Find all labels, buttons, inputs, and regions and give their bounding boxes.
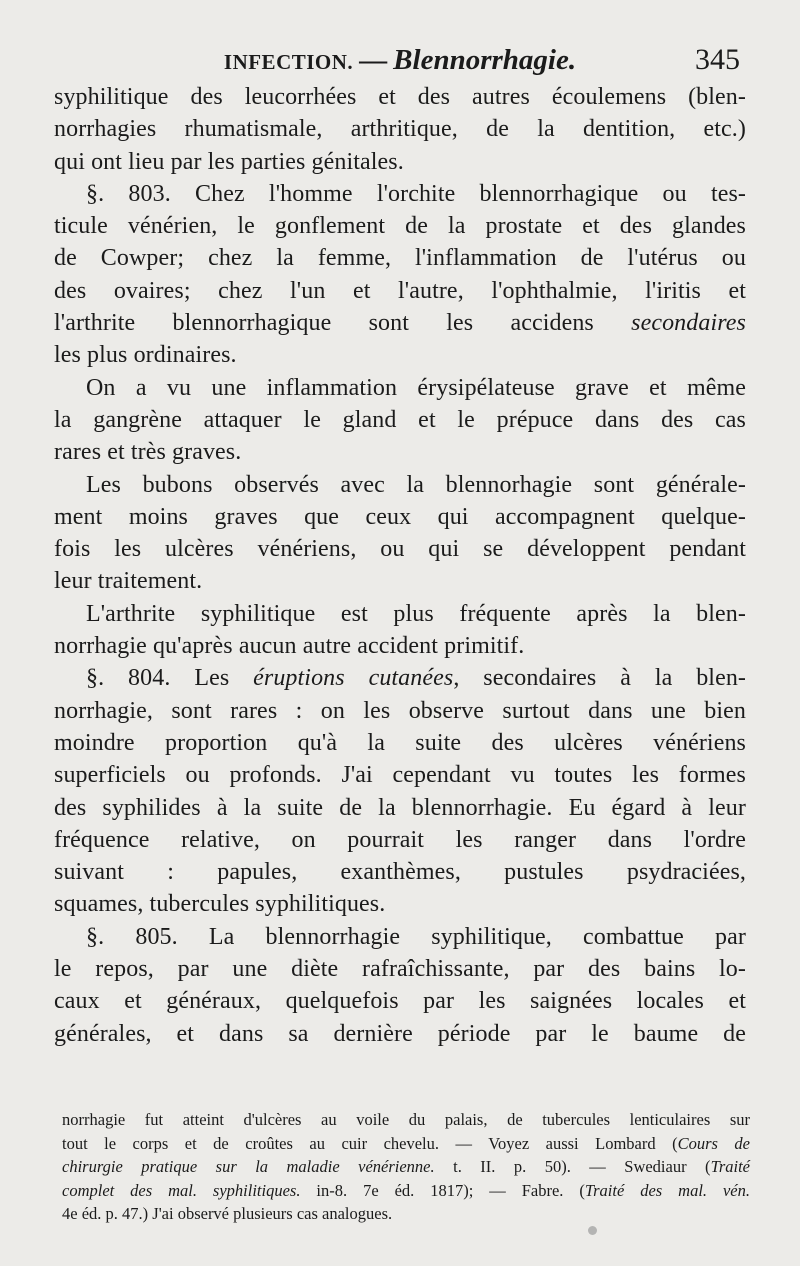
text-segment: in-8. 7e éd. 1817); — Fabre. ( (300, 1180, 585, 1200)
ink-speck (588, 1226, 597, 1235)
footnote (62, 1108, 750, 1226)
text-line: suivant : papules, exanthèmes, pustules psydraciées, (54, 859, 746, 886)
running-head-dash: — (359, 45, 388, 76)
paragraph-start: On a vu une inflammation érysipélateuse grave et même (86, 374, 746, 401)
italic-eruptions-cutanees: éruptions cutanées (253, 665, 454, 692)
text-line: norrhagie, sont rares : on les observe surtout dans une bien (54, 697, 746, 724)
italic-title: complet des mal. syphilitiques. (62, 1180, 301, 1200)
text-line: ment moins graves que ceux qui accompagnent quelque- (54, 503, 746, 530)
text-line: générales, et dans sa dernière période par le baume de (54, 1020, 746, 1047)
text-line: squames, tubercules syphilitiques. (54, 891, 386, 918)
text-line: des syphilides à la suite de la blennorrhagie. Eu égard à leur (54, 794, 746, 821)
text-line (54, 307, 746, 339)
text-line: ticule vénérien, le gonflement de la prostate et des glandes (54, 213, 746, 240)
text-line: qui ont lieu par les parties génitales. (54, 148, 404, 175)
text-line: norrhagies rhumatismale, arthritique, de la dentition, etc.) (54, 116, 746, 143)
italic-traite-des-mal: Traité des mal. vén. (584, 1180, 750, 1200)
text-segment: §. 804. Les (86, 665, 254, 692)
footnote-line (62, 1155, 750, 1179)
text-line: fréquence relative, on pourrait les ranger dans l'ordre (54, 826, 746, 853)
text-line: superficiels ou profonds. J'ai cependant vu toutes les formes (54, 762, 746, 789)
italic-cours-de: Cours de (677, 1133, 751, 1153)
text-segment: tout le corps et de croûtes au cuir chevelu. — Voyez aussi Lombard ( (62, 1133, 678, 1153)
page-number: 345 (695, 43, 740, 76)
text-line: moindre proportion qu'à la suite des ulcères vénériens (54, 729, 746, 756)
text-line: norrhagie qu'après aucun autre accident primitif. (54, 633, 525, 660)
text-line: caux et généraux, quelquefois par les saignées locales et (54, 988, 746, 1015)
footnote-line (62, 1132, 750, 1156)
text-line: le repos, par une diète rafraîchissante, par des bains lo- (54, 956, 746, 983)
text-segment: t. II. p. 50). — Swediaur ( (434, 1157, 711, 1176)
paragraph-804-start (54, 662, 746, 694)
italic-traite: Traité (710, 1157, 750, 1176)
italic-title: chirurgie pratique sur la maladie vénérienne. (62, 1157, 435, 1176)
running-head-topic: Blennorrhagie. (393, 44, 577, 76)
body-text (54, 81, 746, 1050)
running-head (60, 40, 740, 80)
paragraph-start: L'arthrite syphilitique est plus fréquente après la blen- (86, 600, 746, 627)
text-line: les plus ordinaires. (54, 342, 237, 369)
text-line: leur traitement. (54, 568, 203, 595)
text-line: la gangrène attaquer le gland et le prépuce dans des cas (54, 406, 746, 433)
footnote-line (62, 1179, 750, 1203)
text-segment: l'arthrite blennorrhagique sont les accidens (54, 310, 632, 337)
text-line: des ovaires; chez l'un et l'autre, l'ophthalmie, l'iritis et (54, 277, 746, 304)
running-head-section: INFECTION. (223, 50, 354, 74)
footnote-line: 4e éd. p. 47.) J'ai observé plusieurs cas analogues. (62, 1204, 393, 1223)
footnote-line: norrhagie fut atteint d'ulcères au voile du palais, de tubercules lenticulaires sur (62, 1110, 750, 1129)
text-line: syphilitique des leucorrhées et des autres écoulemens (blen- (54, 84, 746, 110)
paragraph-start: Les bubons observés avec la blennorhagie sont générale- (86, 471, 746, 498)
text-line: rares et très graves. (54, 439, 242, 466)
paragraph-805-start: §. 805. La blennorrhagie syphilitique, combattue par (86, 923, 746, 950)
paragraph-803-start: §. 803. Chez l'homme l'orchite blennorrhagique ou tes- (86, 180, 746, 207)
italic-secondaires: secondaires (631, 310, 746, 337)
text-line: de Cowper; chez la femme, l'inflammation de l'utérus ou (54, 245, 746, 272)
text-segment: , secondaires à la blen- (453, 665, 747, 692)
running-head-title (60, 40, 740, 82)
text-line: fois les ulcères vénériens, ou qui se développent pendant (54, 536, 746, 563)
